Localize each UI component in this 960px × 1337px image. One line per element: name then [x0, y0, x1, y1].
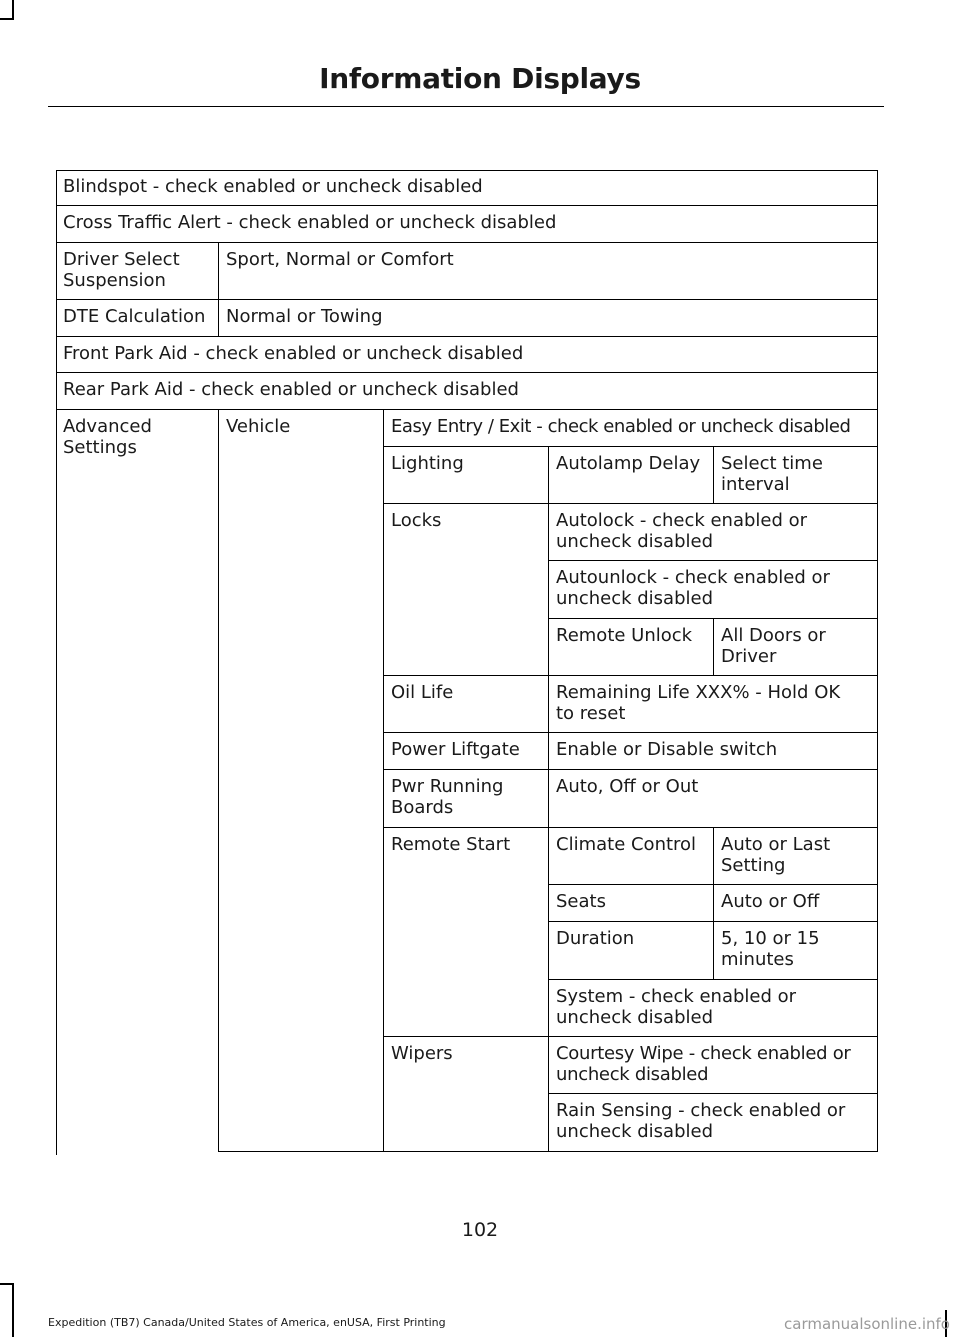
crop-mark — [12, 0, 14, 19]
remote-unlock-label: Remote Unlock — [556, 625, 693, 646]
wipers-label: Wipers — [391, 1043, 453, 1064]
table-rule — [218, 409, 219, 1152]
rear-park-row: Rear Park Aid - check enabled or uncheck disabled — [63, 379, 519, 400]
power-liftgate-label: Power Liftgate — [391, 739, 520, 760]
running-boards-label: Pwr Running Boards — [391, 776, 504, 818]
driver-select-label: Driver Select Suspension — [63, 249, 180, 291]
vehicle-label: Vehicle — [226, 416, 291, 437]
seats-label: Seats — [556, 891, 606, 912]
power-liftgate-value: Enable or Disable switch — [556, 739, 778, 760]
front-park-row: Front Park Aid - check enabled or uncheck disabled — [63, 343, 524, 364]
remote-start-system-row: System - check enabled or uncheck disabled — [556, 986, 797, 1028]
autolamp-delay-value: Select time interval — [721, 453, 823, 495]
driver-select-value: Sport, Normal or Comfort — [226, 249, 454, 270]
seats-value: Auto or Off — [721, 891, 820, 912]
crop-mark — [0, 18, 14, 20]
duration-value: 5, 10 or 15 minutes — [721, 928, 820, 970]
title-divider — [48, 106, 884, 107]
cross-traffic-row: Cross Traffic Alert - check enabled or uncheck disabled — [63, 212, 557, 233]
climate-control-value: Auto or Last Setting — [721, 834, 831, 876]
rain-sensing-row: Rain Sensing - check enabled or uncheck disabled — [556, 1100, 846, 1142]
climate-control-label: Climate Control — [556, 834, 697, 855]
page-title: Information Displays — [319, 62, 641, 95]
duration-label: Duration — [556, 928, 635, 949]
blindspot-row: Blindspot - check enabled or uncheck disabled — [63, 176, 483, 197]
locks-label: Locks — [391, 510, 442, 531]
courtesy-wipe-row: Courtesy Wipe - check enabled or uncheck disabled — [556, 1043, 851, 1085]
autolamp-delay-label: Autolamp Delay — [556, 453, 701, 474]
crop-mark — [12, 1283, 14, 1337]
watermark: carmanualsonline.info — [784, 1315, 950, 1333]
autounlock-row: Autounlock - check enabled or uncheck disabled — [556, 567, 830, 609]
footer-text: Expedition (TB7) Canada/United States of America, enUSA, First Printing — [48, 1316, 446, 1329]
oil-life-value: Remaining Life XXX% - Hold OK to reset — [556, 682, 841, 724]
advanced-settings-label: Advanced Settings — [63, 416, 152, 458]
remote-start-label: Remote Start — [391, 834, 511, 855]
page-number: 102 — [461, 1219, 499, 1241]
dte-value: Normal or Towing — [226, 306, 383, 327]
lighting-label: Lighting — [391, 453, 464, 474]
autolock-row: Autolock - check enabled or uncheck disabled — [556, 510, 808, 552]
remote-unlock-value: All Doors or Driver — [721, 625, 826, 667]
easy-entry-row: Easy Entry / Exit - check enabled or uncheck disabled — [391, 416, 851, 437]
table-rule — [877, 170, 878, 1152]
crop-mark — [0, 1283, 14, 1285]
dte-label: DTE Calculation — [63, 306, 206, 327]
oil-life-label: Oil Life — [391, 682, 454, 703]
running-boards-value: Auto, Off or Out — [556, 776, 699, 797]
